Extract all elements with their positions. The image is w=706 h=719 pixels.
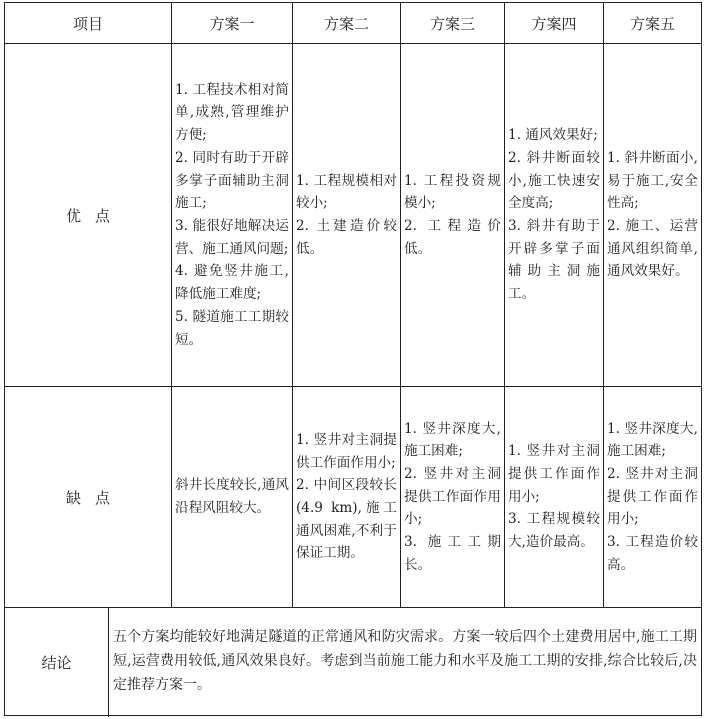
list-item: 1. 竖井对主洞提供工作面作用小; [508,443,600,505]
disadvantage-cell-plan-5 [604,387,701,607]
list-item: 1. 工程规模相对较小; [296,172,397,212]
cell-text [607,147,698,283]
cell-text [404,170,501,261]
advantage-cell-plan-5 [604,44,701,386]
list-item: 1. 斜井断面小,易于施工,安全性高; [607,149,698,212]
advantage-cell-plan-1 [172,44,292,386]
list-item: 2. 同时有助于开辟多掌子面辅助主洞施工; [175,149,289,212]
list-item: 1. 通风效果好; [508,127,598,144]
disadvantage-cell-plan-2 [293,387,400,607]
cell-text [175,79,289,351]
list-item: 3. 工程造价较高。 [607,534,698,573]
advantage-cell-plan-4 [505,44,603,386]
list-item: 1. 竖井深度大,施工困难; [404,420,501,460]
list-item: 4. 避免竖井施工,降低施工难度; [175,263,289,303]
cell-text: 斜井长度较长,通风沿程风阻较大。 [175,477,289,516]
advantage-cell-plan-3 [401,44,504,386]
header-plan-1: 方案一 [209,14,255,33]
list-item: 2. 中间区段较长(4.9 km),施工通风困难,不利于保证工期。 [296,477,397,562]
list-item: 3. 能很好地解决运营、施工通风问题; [175,218,289,257]
list-item: 3. 工程规模较大,造价最高。 [508,511,600,551]
header-plan-4: 方案四 [531,14,577,33]
header-plan-2: 方案二 [323,14,369,33]
cell-text [508,124,600,306]
cell-text [296,429,397,565]
conclusion-label: 结论 [41,653,72,672]
conclusion-text [109,607,703,715]
list-item: 3. 施工工期长。 [404,534,501,573]
row-label-advantages: 优点 [65,206,124,225]
list-item: 2. 土建造价较低。 [296,218,397,257]
header-plan-3: 方案三 [429,14,475,33]
list-item: 1. 工程投资规模小; [404,172,501,212]
cell-text [296,170,397,261]
cell-text [404,418,501,577]
cell-text [508,440,600,554]
list-item: 3. 斜井有助于开辟多掌子面辅助主洞施工。 [508,218,600,303]
list-item: 1. 竖井深度大,施工困难; [607,420,698,460]
list-item: 2. 竖井对主洞提供工作面作用小; [607,465,698,528]
list-item: 1. 工程技术相对简单,成熟,管理维护方便; [175,81,289,144]
disadvantage-cell-plan-4 [505,387,603,607]
list-item: 2. 工程造价低。 [404,218,501,257]
comparison-table [4,2,702,716]
list-item: 1. 竖井对主洞提供工作面作用小; [296,431,397,471]
disadvantage-cell-plan-3 [401,387,504,607]
row-label-disadvantages: 缺点 [65,488,124,507]
cell-text [607,418,698,577]
header-item: 项目 [72,14,103,33]
conclusion-body: 五个方案均能较好地满足隧道的正常通风和防灾需求。方案一较后四个土建费用居中,施工工期短,运营费用较低,通风效果良好。考虑到当前施工能力和水平及施工工期的安排,综合比较后,决定推荐方案一。 [113,629,697,693]
list-item: 5. 隧道施工工期较短。 [175,308,289,348]
header-plan-5: 方案五 [629,14,675,33]
list-item: 2. 竖井对主洞提供工作面作用小; [404,465,501,528]
list-item: 2. 施工、运营通风组织简单,通风效果好。 [607,218,698,280]
list-item: 2. 斜井断面较小,施工快速安全度高; [508,149,600,212]
disadvantage-cell-plan-1 [172,387,292,607]
advantage-cell-plan-2 [293,44,400,386]
